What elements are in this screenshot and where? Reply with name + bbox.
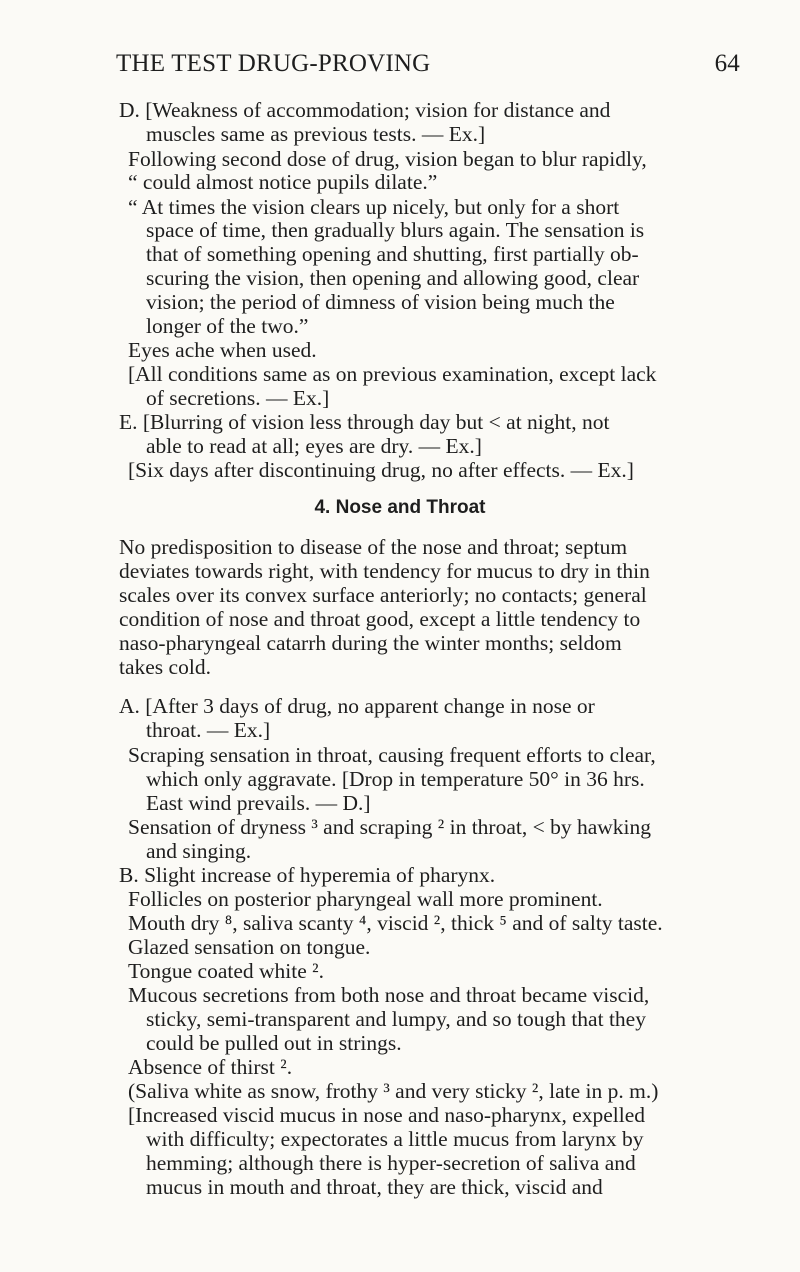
text-line: (Saliva white as snow, frothy ³ and very sticky ², late in p. m.) [128, 1079, 659, 1103]
text-line: East wind prevails. — D.] [146, 791, 371, 815]
text-line: longer of the two.” [146, 314, 309, 338]
text-line: hemming; although there is hyper-secretion of saliva and [146, 1151, 636, 1175]
text-line: Follicles on posterior pharyngeal wall more prominent. [128, 887, 603, 911]
text-line: A. [After 3 days of drug, no apparent change in nose or [119, 694, 595, 718]
text-line: of secretions. — Ex.] [146, 386, 330, 410]
text-line: Sensation of dryness ³ and scraping ² in throat, < by hawking [128, 815, 652, 839]
text-line: takes cold. [119, 655, 211, 679]
page-number: 64 [714, 50, 740, 77]
running-title: THE TEST DRUG-PROVING [116, 50, 431, 77]
text-line: [Six days after discontinuing drug, no after effects. — Ex.] [128, 458, 634, 482]
section-heading: 4. Nose and Throat [314, 497, 486, 518]
text-line: muscles same as previous tests. — Ex.] [146, 122, 486, 146]
text-line: “ At times the vision clears up nicely, but only for a short [128, 195, 620, 219]
text-line: Glazed sensation on tongue. [128, 935, 371, 959]
text-line: with difficulty; expectorates a little mucus from larynx by [146, 1127, 644, 1151]
text-line: condition of nose and throat good, except a little tendency to [119, 607, 641, 631]
text-line: that of something opening and shutting, first partially ob- [146, 242, 639, 266]
text-line: Scraping sensation in throat, causing frequent efforts to clear, [128, 743, 656, 767]
text-line: D. [Weakness of accommodation; vision for distance and [119, 98, 611, 122]
text-line: which only aggravate. [Drop in temperature 50° in 36 hrs. [146, 767, 645, 791]
text-line: [All conditions same as on previous examination, except lack [128, 362, 657, 386]
text-line: scales over its convex surface anteriorly; no contacts; general [119, 583, 647, 607]
text-line: E. [Blurring of vision less through day but < at night, not [119, 410, 610, 434]
text-line: mucus in mouth and throat, they are thick, viscid and [146, 1175, 603, 1199]
text-line: throat. — Ex.] [146, 718, 271, 742]
text-line: B. Slight increase of hyperemia of pharynx. [119, 863, 496, 887]
text-line: Mucous secretions from both nose and throat became viscid, [128, 983, 650, 1007]
text-line: “ could almost notice pupils dilate.” [128, 170, 438, 194]
text-line: deviates towards right, with tendency for mucus to dry in thin [119, 559, 650, 583]
text-line: scuring the vision, then opening and allowing good, clear [146, 266, 640, 290]
text-line: space of time, then gradually blurs again. The sensation is [146, 218, 645, 242]
text-line: able to read at all; eyes are dry. — Ex.] [146, 434, 482, 458]
text-line: Mouth dry ⁸, saliva scanty ⁴, viscid ², thick ⁵ and of salty taste. [128, 911, 663, 935]
text-line: sticky, semi-transparent and lumpy, and so tough that they [146, 1007, 646, 1031]
text-line: and singing. [146, 839, 252, 863]
text-line: [Increased viscid mucus in nose and naso-pharynx, expelled [128, 1103, 646, 1127]
text-line: naso-pharyngeal catarrh during the winter months; seldom [119, 631, 622, 655]
text-line: could be pulled out in strings. [146, 1031, 402, 1055]
text-line: vision; the period of dimness of vision being much the [146, 290, 615, 314]
text-line: No predisposition to disease of the nose and throat; septum [119, 535, 628, 559]
text-line: Eyes ache when used. [128, 338, 317, 362]
text-line: Following second dose of drug, vision began to blur rapidly, [128, 147, 647, 171]
text-line: Absence of thirst ². [128, 1055, 293, 1079]
text-line: Tongue coated white ². [128, 959, 324, 983]
